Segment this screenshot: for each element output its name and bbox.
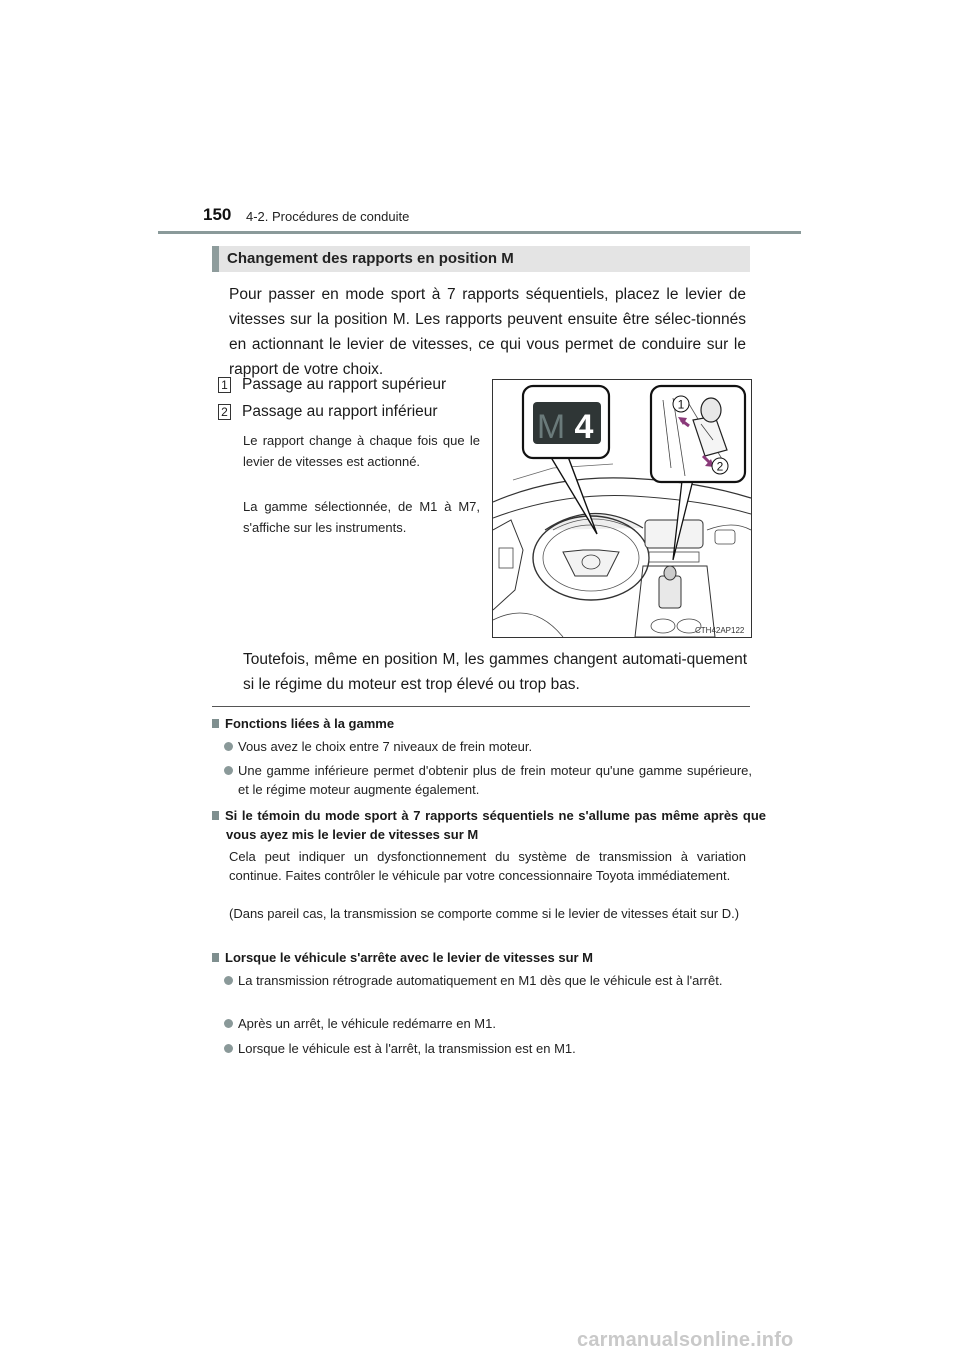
page-number: 150 bbox=[203, 205, 232, 224]
square-bullet-icon bbox=[212, 719, 219, 728]
intro-paragraph: Pour passer en mode sport à 7 rapports séquentiels, placez le levier de vitesses sur la position M. Les rapports peuvent ensuite être sélec-tionnés en actionnant le levier de vitesses, ce qui vous permet de conduire sur le rapport de votre choix. bbox=[229, 286, 746, 378]
round-bullet-icon bbox=[224, 766, 233, 775]
bullet-restart-m1: Après un arrêt, le véhicule redémarre en M1. bbox=[224, 1014, 752, 1033]
bullet-engine-brake-levels: Vous avez le choix entre 7 niveaux de frein moteur. bbox=[224, 737, 752, 756]
note-range-display: La gamme sélectionnée, de M1 à M7, s'affiche sur les instruments. bbox=[243, 499, 480, 535]
range-functions-heading: Fonctions liées à la gamme bbox=[212, 714, 752, 733]
display-mode-letter: M bbox=[536, 408, 566, 446]
stop-heading: Lorsque le véhicule s'arrête avec le levier de vitesses sur M bbox=[212, 948, 752, 967]
bullet-stopped-m1: Lorsque le véhicule est à l'arrêt, la transmission est en M1. bbox=[224, 1039, 752, 1058]
section-heading: Changement des rapports en position M bbox=[212, 246, 750, 272]
callout-2-marker: 2 bbox=[716, 459, 724, 474]
outro-paragraph: Toutefois, même en position M, les gammes changent automati-quement si le régime du moteur est trop élevé ou trop bas. bbox=[243, 651, 747, 693]
cockpit-drawing bbox=[493, 380, 751, 637]
callout-1-marker: 1 bbox=[677, 397, 685, 412]
shift-lever-illustration bbox=[492, 379, 752, 638]
square-bullet-icon bbox=[212, 953, 219, 962]
bullet-lower-range: Une gamme inférieure permet d'obtenir plus de frein moteur qu'une gamme supérieure, et le régime moteur augmente également. bbox=[224, 761, 752, 799]
figure-code: CTH42AP122 bbox=[695, 626, 745, 635]
section-divider bbox=[212, 706, 750, 707]
watermark-text: carmanualsonline.info bbox=[577, 1329, 794, 1351]
note-gear-change: Le rapport change à chaque fois que le levier de vitesses est actionné. bbox=[243, 433, 480, 469]
callout-upshift bbox=[218, 376, 446, 394]
indicator-heading: Si le témoin du mode sport à 7 rapports séquentiels ne s'allume pas même après que vous ayez mis le levier de vitesses sur M bbox=[212, 806, 766, 844]
callout-downshift bbox=[218, 403, 438, 421]
round-bullet-icon bbox=[224, 1044, 233, 1053]
bullet-auto-downshift: La transmission rétrograde automatiquement en M1 dès que le véhicule est à l'arrêt. bbox=[224, 971, 752, 990]
indicator-paragraph-1: Cela peut indiquer un dysfonctionnement du système de transmission à variation continue. Faites contrôler le véhicule par votre concessionnaire Toyota immédiatement. bbox=[229, 849, 746, 883]
callout-number-2: 2 bbox=[218, 404, 231, 420]
callout-upshift-label: Passage au rapport supérieur bbox=[242, 376, 447, 393]
chapter-title: 4-2. Procédures de conduite bbox=[246, 209, 410, 224]
callout-downshift-label: Passage au rapport inférieur bbox=[242, 403, 438, 420]
round-bullet-icon bbox=[224, 1019, 233, 1028]
round-bullet-icon bbox=[224, 976, 233, 985]
square-bullet-icon bbox=[212, 811, 219, 820]
header-rule bbox=[158, 231, 801, 234]
round-bullet-icon bbox=[224, 742, 233, 751]
display-gear-digit: 4 bbox=[574, 408, 594, 446]
indicator-paragraph-2: (Dans pareil cas, la transmission se comporte comme si le levier de vitesses était sur D.) bbox=[229, 906, 740, 921]
callout-number-1: 1 bbox=[218, 377, 231, 393]
